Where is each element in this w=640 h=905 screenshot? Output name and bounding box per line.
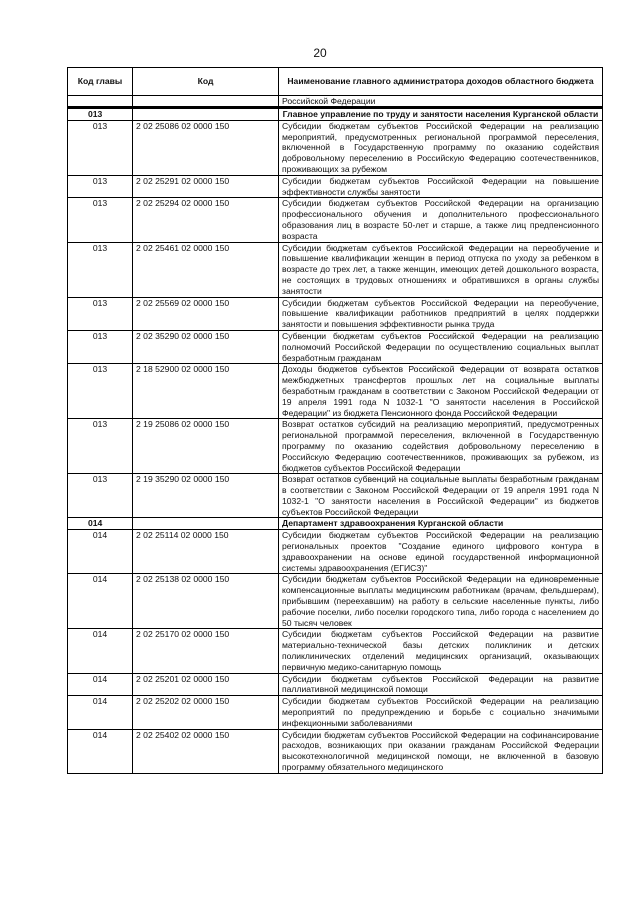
code-cell: 2 02 25569 02 0000 150 (133, 297, 279, 330)
chapter-cell: 013 (68, 364, 133, 419)
code-cell (133, 518, 279, 530)
continuation-row (68, 96, 603, 108)
chapter-cell: 014 (68, 696, 133, 729)
table-row (68, 120, 603, 175)
chapter-cell: 014 (68, 629, 133, 673)
revenue-administrators-table (67, 67, 603, 774)
code-cell: 2 02 25201 02 0000 150 (133, 673, 279, 696)
table-row (68, 696, 603, 729)
code-cell: 2 02 25114 02 0000 150 (133, 530, 279, 574)
code-cell: 2 02 25402 02 0000 150 (133, 729, 279, 773)
chapter-cell: 013 (68, 242, 133, 297)
name-cell: Субвенции бюджетам субъектов Российской Федерации на реализацию полномочий Российской Федерации по осуществлению социальных выплат безработным гражданам (279, 330, 603, 363)
code-cell: 2 19 25086 02 0000 150 (133, 419, 279, 474)
code-cell: 2 19 35290 02 0000 150 (133, 474, 279, 518)
code-cell: 2 02 25294 02 0000 150 (133, 198, 279, 242)
header-code: Код (133, 68, 279, 96)
chapter-cell: 014 (68, 729, 133, 773)
continuation-name-cell: Российской Федерации (279, 96, 603, 108)
chapter-cell: 013 (68, 297, 133, 330)
name-cell: Департамент здравоохранения Курганской области (279, 518, 603, 530)
code-cell: 2 02 25170 02 0000 150 (133, 629, 279, 673)
table-row (68, 530, 603, 574)
table-row (68, 242, 603, 297)
table-header-row (68, 68, 603, 96)
chapter-cell: 013 (68, 474, 133, 518)
table-row (68, 364, 603, 419)
section-row (68, 518, 603, 530)
name-cell: Субсидии бюджетам субъектов Российской Федерации на единовременные компенсационные выплаты медицинским работникам (врачам, фельдшерам), прибывшим (переехавшим) на работу в сельские населенные пункты, либо рабочие поселки, либо поселки городского типа, либо города с населением до 50 тысяч человек (279, 574, 603, 629)
chapter-cell: 013 (68, 419, 133, 474)
table-row (68, 297, 603, 330)
name-cell: Субсидии бюджетам субъектов Российской Федерации на переобучение, повышение квалификации работников предприятий в целях поддержки занятости и повышения эффективности рынка труда (279, 297, 603, 330)
chapter-cell: 013 (68, 109, 133, 121)
code-cell (133, 109, 279, 121)
name-cell: Субсидии бюджетам субъектов Российской Федерации на реализацию региональных проектов "Создание единого цифрового контура в здравоохранении на основе единой государственной информационной системы здравоохранения (ЕГИСЗ)" (279, 530, 603, 574)
chapter-cell: 013 (68, 198, 133, 242)
chapter-cell: 013 (68, 175, 133, 198)
chapter-cell: 013 (68, 330, 133, 363)
name-cell: Субсидии бюджетам субъектов Российской Федерации на развитие паллиативной медицинской помощи (279, 673, 603, 696)
page-number: 20 (313, 46, 327, 60)
name-cell: Главное управление по труду и занятости населения Курганской области (279, 109, 603, 121)
header-chapter-code: Код главы (68, 68, 133, 96)
name-cell: Субсидии бюджетам субъектов Российской Федерации на повышение эффективности службы занятости (279, 175, 603, 198)
table-row (68, 175, 603, 198)
table-row (68, 629, 603, 673)
code-cell: 2 02 25461 02 0000 150 (133, 242, 279, 297)
table-row (68, 474, 603, 518)
continuation-code-cell (133, 96, 279, 108)
table-row (68, 729, 603, 773)
code-cell: 2 02 25291 02 0000 150 (133, 175, 279, 198)
table-row (68, 574, 603, 629)
header-name: Наименование главного администратора доходов областного бюджета (279, 68, 603, 96)
code-cell: 2 02 25202 02 0000 150 (133, 696, 279, 729)
chapter-cell: 014 (68, 530, 133, 574)
code-cell: 2 02 35290 02 0000 150 (133, 330, 279, 363)
name-cell: Возврат остатков субсидий на реализацию мероприятий, предусмотренных региональной программой переселения, включенной в Государственную программу по оказанию содействия добровольному переселению в Российскую Федерацию соотечественников, проживающих за рубежом, из бюджетов субъектов Российской Федерации (279, 419, 603, 474)
table-row (68, 330, 603, 363)
chapter-cell: 014 (68, 673, 133, 696)
table-row (68, 673, 603, 696)
name-cell: Субсидии бюджетам субъектов Российской Федерации на переобучение и повышение квалификации женщин в период отпуска по уходу за ребенком в возрасте до трех лет, а также женщин, имеющих детей дошкольного возраста, не состоящих в трудовых отношениях и обратившихся в органы службы занятости (279, 242, 603, 297)
code-cell: 2 18 52900 02 0000 150 (133, 364, 279, 419)
section-row (68, 109, 603, 121)
name-cell: Субсидии бюджетам субъектов Российской Федерации на реализацию мероприятий, предусмотренных региональной программой переселения, включенной в Государственную программу по оказанию содействия добровольному переселению в Российскую Федерацию соотечественников, проживающих за рубежом (279, 120, 603, 175)
name-cell: Возврат остатков субвенций на социальные выплаты безработным гражданам в соответствии с Законом Российской Федерации от 19 апреля 1991 года N 1032-1 "О занятости населения в Российской Федерации" из бюджетов субъектов Российской Федерации (279, 474, 603, 518)
chapter-cell: 013 (68, 120, 133, 175)
continuation-chapter-cell (68, 96, 133, 108)
name-cell: Субсидии бюджетам субъектов Российской Федерации на развитие материально-технической базы детских поликлиник и детских поликлинических отделений медицинских организаций, оказывающих первичную медико-санитарную помощь (279, 629, 603, 673)
name-cell: Субсидии бюджетам субъектов Российской Федерации на организацию профессионального обучения и дополнительного профессионального образования лиц в возрасте 50-лет и старше, а также лиц предпенсионного возраста (279, 198, 603, 242)
name-cell: Субсидии бюджетам субъектов Российской Федерации на софинансирование расходов, возникающих при оказании гражданам Российской Федерации высокотехнологичной медицинской помощи, не включенной в базовую программу обязательного медицинского (279, 729, 603, 773)
code-cell: 2 02 25086 02 0000 150 (133, 120, 279, 175)
table-row (68, 419, 603, 474)
name-cell: Субсидии бюджетам субъектов Российской Федерации на реализацию мероприятий по предупреждению и борьбе с социально значимыми инфекционными заболеваниями (279, 696, 603, 729)
table-row (68, 198, 603, 242)
name-cell: Доходы бюджетов субъектов Российской Федерации от возврата остатков межбюджетных трансфертов прошлых лет на социальные выплаты безработным гражданам в соответствии с Законом Российской Федерации от 19 апреля 1991 года N 1032-1 "О занятости населения в Российской Федерации" из бюджета Пенсионного фонда Российской Федерации (279, 364, 603, 419)
code-cell: 2 02 25138 02 0000 150 (133, 574, 279, 629)
chapter-cell: 014 (68, 518, 133, 530)
chapter-cell: 014 (68, 574, 133, 629)
